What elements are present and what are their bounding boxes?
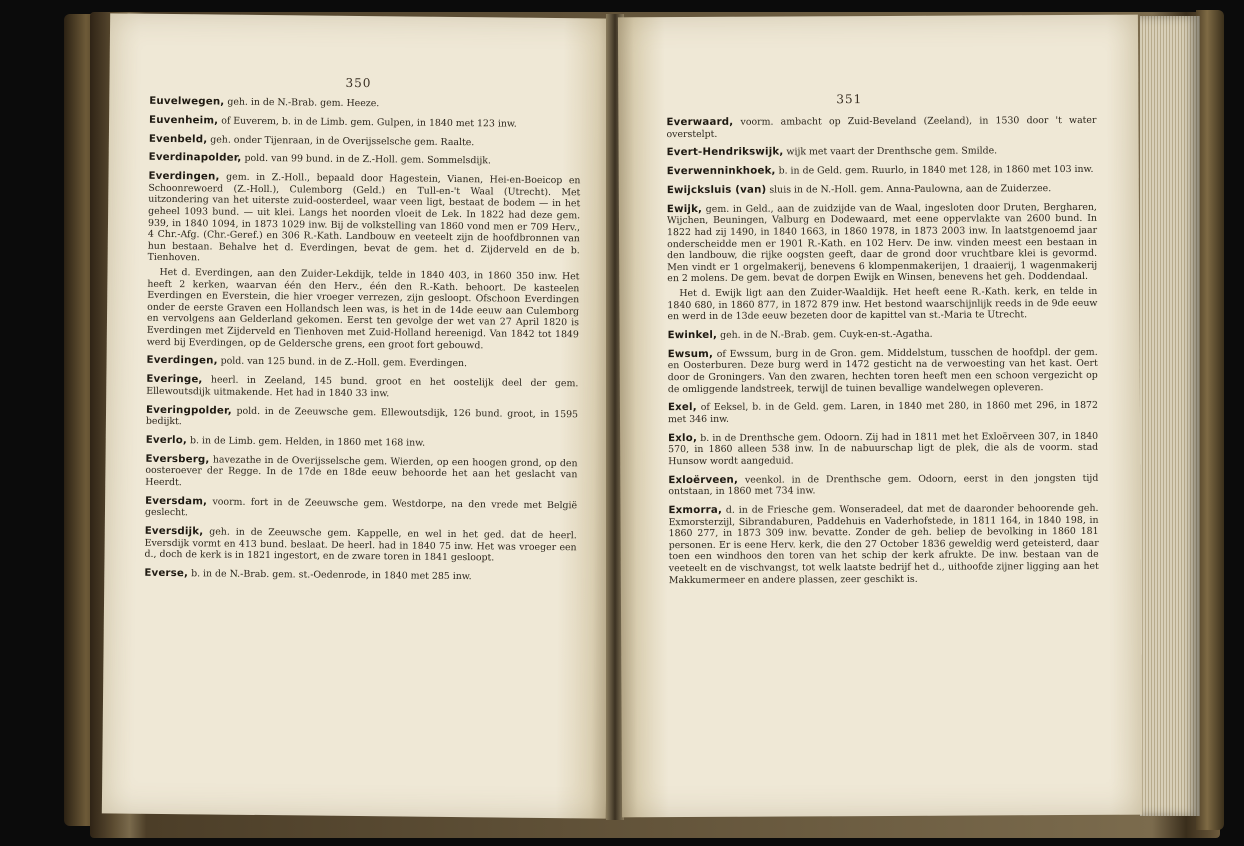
entry-headword: Everdinapolder,	[148, 152, 242, 165]
entry-text: gem. in Z.-Holl., bepaald door Hagestein, Vianen, Hei-en-Boeicop en Schoonrewoerd (Z.-Holl.), Culemborg (Geld.) en Tull-en-'t Waal (Utrecht). Met uitzondering van het uiterste zuid-oosterdeel, waar veen ligt, bestaat de bodem — in het geheel 1093 bund. — uit klei. Langs het noorden vloeit de Lek. In 1822 had deze gem. 939, in 1840 1094, in 1873 1029 inw. Bij de volkstelling van 1860 vond men er 709 Herv., 4 Chr.-Afg. (Chr.-Geref.) en 306 R.-Kath. Landbouw en veeteelt zijn de hoofdbronnen van hun bestaan. Behalve het d. Everdingen, bevat de gem. het d. Zijderveld en de b. Tienhoven.	[147, 171, 581, 264]
entry-headword: Exmorra,	[668, 504, 723, 517]
entry-text: voorm. fort in de Zeeuwsche gem. Westdorpe, na den vrede met België geslecht.	[144, 496, 578, 519]
entry-headword: Everingpolder,	[145, 404, 232, 417]
gazetteer-entry	[668, 400, 1098, 425]
entry-text: b. in de Drenthsche gem. Odoorn. Zij had in 1811 met het Exloërveen 307, in 1840 570, in 1860 alleen 538 inw. In de nabuurschap ligt de plek, die als de voorm. stad Hunsow wordt aangeduid.	[668, 430, 1099, 468]
gazetteer-entry	[668, 503, 1098, 586]
entry-text: b. in de Geld. gem. Ruurlo, in 1840 met 128, in 1860 met 103 inw.	[775, 164, 1094, 177]
gazetteer-entry	[146, 404, 578, 432]
entry-headword: Eversdijk,	[144, 525, 204, 538]
entry-headword: Exel,	[667, 402, 697, 414]
entry-headword: Euvenheim,	[149, 114, 219, 127]
entry-headword: Everwenninkhoek,	[666, 165, 776, 178]
entry-headword: Exloërveen,	[668, 474, 739, 486]
entry-text: veenkol. in de Drenthsche gem. Odoorn, eerst in den jongsten tijd ontstaan, in 1860 met 734 inw.	[668, 472, 1099, 498]
gazetteer-entry	[667, 286, 1097, 323]
entry-text: Het d. Everdingen, aan den Zuider-Lekdijk, telde in 1840 403, in 1860 350 inw. Het heeft 2 kerken, waarvan één den Herv., één den R.-Kath. behoort. De kasteelen Everdingen en Everstein, die hier vroeger verrezen, zijn gesloopt. Ofschoon Everdingen onder de eerste Graven een Hollandsch leen was, is het in de 14de eeuw aan Culemborg en vervolgens aan Gelderland gekomen. Eerst ten gevolge der wet van 27 April 1820 is Everdingen met Zijderveld en Tienhoven met Zuid-Holland hereenigd. Van 1842 tot 1849 werd bij Everdingen, op de Geldersche grens, een groot fort gebouwd.	[146, 266, 580, 351]
entry-text: geh. onder Tijenraan, in de Overijsselsche gem. Raalte.	[207, 133, 475, 148]
entries-column	[666, 115, 1098, 594]
entry-text: geh. in de N.-Brab. gem. Heeze.	[224, 96, 380, 110]
entry-text: b. in de N.-Brab. gem. st.-Oedenrode, in 1840 met 285 inw.	[188, 568, 472, 583]
entry-text: voorm. ambacht op Zuid-Beveland (Zeeland), in 1530 door 't water overstelpt.	[666, 114, 1097, 140]
entry-text: wijk met vaart der Drenthsche gem. Smilde.	[783, 145, 998, 158]
gazetteer-entry	[146, 374, 578, 402]
gazetteer-entry	[667, 202, 1097, 285]
gazetteer-entry	[148, 171, 581, 268]
gazetteer-entry	[144, 526, 576, 565]
entry-text: gem. in Geld., aan de zuidzijde van de Waal, ingesloten door Druten, Bergharen, Wijchen, Beuningen, Valburg en Dodewaard, met eene oppervlakte van 2600 bund. In 1822 had zij 1490, in 1840 1663, in 1860 1978, in 1873 2003 inw. In laatstgenoemd jaar onderscheidde men er 1901 R.-Kath. en 102 Herv. De inw. vinden meest een bestaan in den landbouw, die rijke oogsten geeft, daar de grond door vruchtbare klei is gevormd. Men vindt er 1 orgelmakerij, benevens 6 klompenmakerijen, 1 draaierij, 1 wagenmakerij en 2 molens. De gem. bevat de dorpen Ewijk en Winsen, benevens het geh. Doddendaal.	[666, 201, 1098, 285]
entry-text: geh. in de N.-Brab. gem. Cuyk-en-st.-Agatha.	[717, 328, 933, 341]
gazetteer-entry	[149, 96, 581, 112]
entry-text: sluis in de N.-Holl. gem. Anna-Paulowna, aan de Zuiderzee.	[766, 183, 1052, 196]
gazetteer-entry	[144, 568, 576, 584]
right-page	[618, 15, 1142, 818]
page-number: 350	[345, 75, 372, 91]
entry-headword: Everinge,	[146, 373, 203, 386]
entry-text: havezathe in de Overijsselsche gem. Wierden, op een hoogen grond, op den oosteroever der Regge. In de 17de en 18de eeuw behoorde het aan het geslacht van Heerdt.	[145, 454, 578, 489]
entry-headword: Eversberg,	[145, 453, 210, 466]
page-number: 351	[836, 92, 863, 107]
entry-headword: Everse,	[144, 567, 189, 580]
entry-text: pold. van 99 bund. in de Z.-Holl. gem. Sommelsdijk.	[241, 153, 491, 167]
gazetteer-entry	[668, 347, 1098, 396]
entry-headword: Euvelwegen,	[149, 95, 225, 108]
gazetteer-entry	[149, 133, 581, 149]
gazetteer-entry	[145, 453, 577, 492]
entry-headword: Everwaard,	[666, 116, 734, 129]
gazetteer-entry	[667, 183, 1097, 197]
gazetteer-entry	[668, 431, 1098, 468]
entry-text: heerl. in Zeeland, 145 bund. groot en het oostelijk deel der gem. Ellewoutsdijk uitmakende. Het had in 1840 33 inw.	[146, 374, 579, 400]
gazetteer-entry	[147, 267, 580, 353]
entry-headword: Ewijcksluis (van)	[666, 184, 767, 197]
entry-text: geh. in de Zeeuwsche gem. Kappelle, en wel in het ged. dat de heerl. Eversdijk vormt en 413 bund. beslaat. De heerl. had in 1840 75 inw. Het was vroeger een d., doch de kerk is in 1821 ingestort, en de zware toren in 1841 gesloopt.	[144, 526, 577, 564]
gazetteer-entry	[667, 164, 1097, 178]
entry-text: of Euverem, b. in de Limb. gem. Gulpen, in 1840 met 123 inw.	[218, 115, 517, 130]
entry-headword: Evert-Hendrikswijk,	[666, 146, 784, 159]
entry-headword: Everdingen,	[146, 355, 218, 367]
gazetteer-entry	[145, 495, 577, 523]
entry-text: Het d. Ewijk ligt aan den Zuider-Waaldijk. Het heeft eene R.-Kath. kerk, en telde in 1840 680, in 1860 877, in 1872 879 inw. Het bestond waarschijnlijk reeds in de 9de eeuw en werd in de 13de eeuw bezeten door de kapittel van st.-Maria te Utrecht.	[667, 285, 1098, 323]
entry-headword: Eversdam,	[145, 495, 208, 508]
entry-headword: Exlo,	[668, 432, 698, 444]
book-cover-right	[1196, 10, 1224, 830]
gazetteer-entry	[149, 115, 581, 131]
entry-text: pold. van 125 bund. in de Z.-Holl. gem. Everdingen.	[217, 355, 468, 370]
entry-text: of Eeksel, b. in de Geld. gem. Laren, in 1840 met 280, in 1860 met 296, in 1872 met 346 inw.	[667, 400, 1098, 426]
entry-headword: Everdingen,	[148, 170, 220, 183]
entry-headword: Evenbeld,	[148, 133, 208, 145]
left-page	[102, 13, 614, 818]
gazetteer-entry	[667, 145, 1097, 159]
entry-text: pold. in de Zeeuwsche gem. Ellewoutsdijk, 126 bund. groot, in 1595 bedijkt.	[145, 405, 579, 428]
entry-headword: Ewsum,	[667, 348, 714, 360]
entry-text: b. in de Limb. gem. Helden, in 1860 met 168 inw.	[186, 435, 426, 449]
gazetteer-entry	[147, 355, 579, 371]
gazetteer-entry	[668, 473, 1098, 498]
entry-headword: Ewijk,	[666, 203, 703, 215]
gazetteer-entry	[666, 115, 1096, 140]
gazetteer-entry	[149, 152, 581, 168]
entry-text: d. in de Friesche gem. Wonseradeel, dat met de daaronder behoorende geh. Exmorsterzijl, Sibrandaburen, Paddehuis en Vaderhofstede, in 1811 164, in 1840 198, in 1860 277, in 1873 309 inw. bevatte. Zonder de geh. beliep de bevolking in 1860 181 personen. Er is eene Herv. kerk, die den 27 October 1836 geweldig werd geteisterd, daar toen een windhoos den toren van het schip der kerk afrukte. De inw. bestaan van de veeteelt en de vischvangst, tot welk laatste bedrijf het d., uithoofde zijner ligging aan het Makkumermeer en andere plassen, zeer geschikt is.	[668, 502, 1099, 586]
entry-text: of Ewssum, burg in de Gron. gem. Middelstum, tusschen de hoofdpl. der gem. en Oosterburen. Deze burg werd in 1472 gesticht na de verwoesting van het kast. Oert door de Groningers. Van den zwaren, hechten toren heeft men een schoon vergezicht op de omliggende landstreek, terwijl de tuinen bevallige wandelwegen opleveren.	[667, 346, 1098, 395]
entries-column	[144, 96, 581, 591]
entry-headword: Everlo,	[145, 434, 188, 447]
entry-headword: Ewinkel,	[667, 329, 718, 342]
page-edges	[1140, 16, 1200, 816]
gazetteer-entry	[146, 435, 578, 451]
gazetteer-entry	[668, 328, 1098, 342]
